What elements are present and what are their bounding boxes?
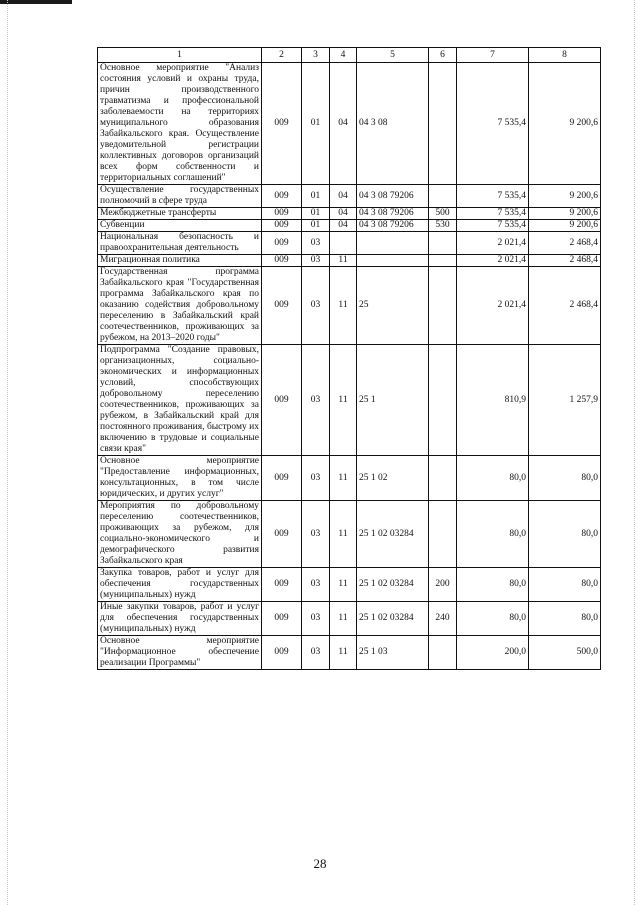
row-name: Субвенции — [98, 220, 262, 232]
grbs-code: 009 — [262, 63, 302, 185]
section-code: 03 — [302, 232, 330, 255]
sum-year-2: 1 257,9 — [529, 345, 601, 456]
row-name: Осуществление государственных полномочий в сфере труда — [98, 185, 262, 208]
col-header-3: 3 — [302, 48, 330, 63]
target-article-code: 25 1 02 03284 — [357, 568, 429, 602]
col-header-5: 5 — [357, 48, 429, 63]
subsection-code: 04 — [330, 208, 357, 220]
grbs-code: 009 — [262, 456, 302, 501]
sum-year-1: 2 021,4 — [457, 232, 529, 255]
target-article-code: 04 3 08 79206 — [357, 185, 429, 208]
table-row — [98, 568, 601, 602]
section-code: 03 — [302, 255, 330, 267]
expense-type-code: 500 — [429, 208, 457, 220]
table-row — [98, 267, 601, 345]
subsection-code: 11 — [330, 602, 357, 636]
sum-year-2: 2 468,4 — [529, 267, 601, 345]
expense-type-code — [429, 232, 457, 255]
sum-year-2: 9 200,6 — [529, 63, 601, 185]
row-name: Иные закупки товаров, работ и услуг для обеспечения государственных (муниципальных) нужд — [98, 602, 262, 636]
expense-type-code: 200 — [429, 568, 457, 602]
sum-year-2: 500,0 — [529, 636, 601, 670]
target-article-code: 25 — [357, 267, 429, 345]
expense-type-code — [429, 636, 457, 670]
row-name: Подпрограмма "Создание правовых, организационных, социально-экономических и информационных условий, способствующих добровольному переселению соотечественников, проживающих за рубежом, в Забайкальский край для постоянного проживания, быстрому их включению в трудовые и социальные связи края" — [98, 345, 262, 456]
page-number: 28 — [313, 856, 327, 871]
row-name: Основное мероприятие "Информационное обеспечение реализации Программы" — [98, 636, 262, 670]
subsection-code: 11 — [330, 501, 357, 568]
sum-year-1: 200,0 — [457, 636, 529, 670]
section-code: 03 — [302, 501, 330, 568]
sum-year-2: 9 200,6 — [529, 208, 601, 220]
subsection-code: 11 — [330, 267, 357, 345]
row-name: Основное мероприятие "Предоставление информационных, консультационных, в том числе юридических, и других услуг" — [98, 456, 262, 501]
section-code: 03 — [302, 345, 330, 456]
grbs-code: 009 — [262, 501, 302, 568]
sum-year-1: 7 535,4 — [457, 208, 529, 220]
subsection-code: 11 — [330, 636, 357, 670]
table-row — [98, 501, 601, 568]
expense-type-code: 240 — [429, 602, 457, 636]
sum-year-1: 80,0 — [457, 602, 529, 636]
row-name: Основное мероприятие "Анализ состояния условий и охраны труда, причин производственного травматизма и профессиональной заболеваемости на территориях муниципального образования Забайкальского края. Осуществление уведомительной регистрации коллективных договоров организаций всех форм собственности и территориальных соглашений" — [98, 63, 262, 185]
expense-type-code — [429, 456, 457, 501]
row-name: Мероприятия по добровольному переселению соотечественников, проживающих за рубежом, для социально-экономического и демографического развития Забайкальского края — [98, 501, 262, 568]
sum-year-2: 80,0 — [529, 602, 601, 636]
table-row — [98, 220, 601, 232]
sum-year-1: 2 021,4 — [457, 267, 529, 345]
table-row — [98, 185, 601, 208]
target-article-code: 25 1 02 03284 — [357, 602, 429, 636]
subsection-code: 04 — [330, 185, 357, 208]
target-article-code: 25 1 02 — [357, 456, 429, 501]
subsection-code: 11 — [330, 345, 357, 456]
expense-type-code — [429, 345, 457, 456]
section-code: 03 — [302, 568, 330, 602]
grbs-code: 009 — [262, 568, 302, 602]
col-header-1: 1 — [98, 48, 262, 63]
subsection-code: 11 — [330, 568, 357, 602]
budget-table — [97, 47, 601, 670]
grbs-code: 009 — [262, 345, 302, 456]
sum-year-2: 9 200,6 — [529, 220, 601, 232]
subsection-code: 04 — [330, 220, 357, 232]
sum-year-1: 2 021,4 — [457, 255, 529, 267]
row-name: Государственная программа Забайкальского края "Государственная программа Забайкальского края по оказанию содействия добровольному переселению в Забайкальский край соотечественников, проживающих за рубежом, на 2013–2020 годы" — [98, 267, 262, 345]
col-header-6: 6 — [429, 48, 457, 63]
expense-type-code — [429, 63, 457, 185]
table-row — [98, 63, 601, 185]
section-code: 01 — [302, 63, 330, 185]
sum-year-1: 7 535,4 — [457, 63, 529, 185]
col-header-4: 4 — [330, 48, 357, 63]
table-row — [98, 636, 601, 670]
expense-type-code — [429, 255, 457, 267]
expense-type-code — [429, 185, 457, 208]
row-name: Закупка товаров, работ и услуг для обеспечения государственных (муниципальных) нужд — [98, 568, 262, 602]
target-article-code — [357, 255, 429, 267]
subsection-code: 04 — [330, 63, 357, 185]
table-row — [98, 232, 601, 255]
col-header-7: 7 — [457, 48, 529, 63]
expense-type-code — [429, 267, 457, 345]
section-code: 03 — [302, 267, 330, 345]
scan-edge-left — [7, 0, 8, 905]
section-code: 01 — [302, 208, 330, 220]
target-article-code: 04 3 08 79206 — [357, 220, 429, 232]
expense-type-code — [429, 501, 457, 568]
grbs-code: 009 — [262, 232, 302, 255]
col-header-8: 8 — [529, 48, 601, 63]
grbs-code: 009 — [262, 208, 302, 220]
expense-type-code: 530 — [429, 220, 457, 232]
sum-year-2: 2 468,4 — [529, 232, 601, 255]
grbs-code: 009 — [262, 636, 302, 670]
sum-year-1: 80,0 — [457, 568, 529, 602]
table-row — [98, 345, 601, 456]
grbs-code: 009 — [262, 255, 302, 267]
scan-edge-right — [634, 0, 635, 905]
sum-year-1: 80,0 — [457, 456, 529, 501]
top-corner-rule — [0, 0, 72, 4]
grbs-code: 009 — [262, 602, 302, 636]
target-article-code: 25 1 02 03284 — [357, 501, 429, 568]
section-code: 01 — [302, 220, 330, 232]
sum-year-2: 2 468,4 — [529, 255, 601, 267]
row-name: Межбюджетные трансферты — [98, 208, 262, 220]
target-article-code: 04 3 08 79206 — [357, 208, 429, 220]
sum-year-2: 9 200,6 — [529, 185, 601, 208]
target-article-code — [357, 232, 429, 255]
section-code: 03 — [302, 636, 330, 670]
sum-year-2: 80,0 — [529, 456, 601, 501]
sum-year-1: 7 535,4 — [457, 185, 529, 208]
col-header-2: 2 — [262, 48, 302, 63]
table-row — [98, 255, 601, 267]
table-row — [98, 456, 601, 501]
sum-year-1: 810,9 — [457, 345, 529, 456]
target-article-code: 25 1 03 — [357, 636, 429, 670]
sum-year-1: 80,0 — [457, 501, 529, 568]
target-article-code: 25 1 — [357, 345, 429, 456]
sum-year-1: 7 535,4 — [457, 220, 529, 232]
subsection-code: 11 — [330, 456, 357, 501]
table-row — [98, 602, 601, 636]
grbs-code: 009 — [262, 185, 302, 208]
row-name: Миграционная политика — [98, 255, 262, 267]
subsection-code — [330, 232, 357, 255]
header-row — [98, 48, 601, 63]
section-code: 03 — [302, 456, 330, 501]
section-code: 03 — [302, 602, 330, 636]
sum-year-2: 80,0 — [529, 501, 601, 568]
grbs-code: 009 — [262, 267, 302, 345]
target-article-code: 04 3 08 — [357, 63, 429, 185]
subsection-code: 11 — [330, 255, 357, 267]
sum-year-2: 80,0 — [529, 568, 601, 602]
section-code: 01 — [302, 185, 330, 208]
table-row — [98, 208, 601, 220]
grbs-code: 009 — [262, 220, 302, 232]
row-name: Национальная безопасность и правоохранительная деятельность — [98, 232, 262, 255]
